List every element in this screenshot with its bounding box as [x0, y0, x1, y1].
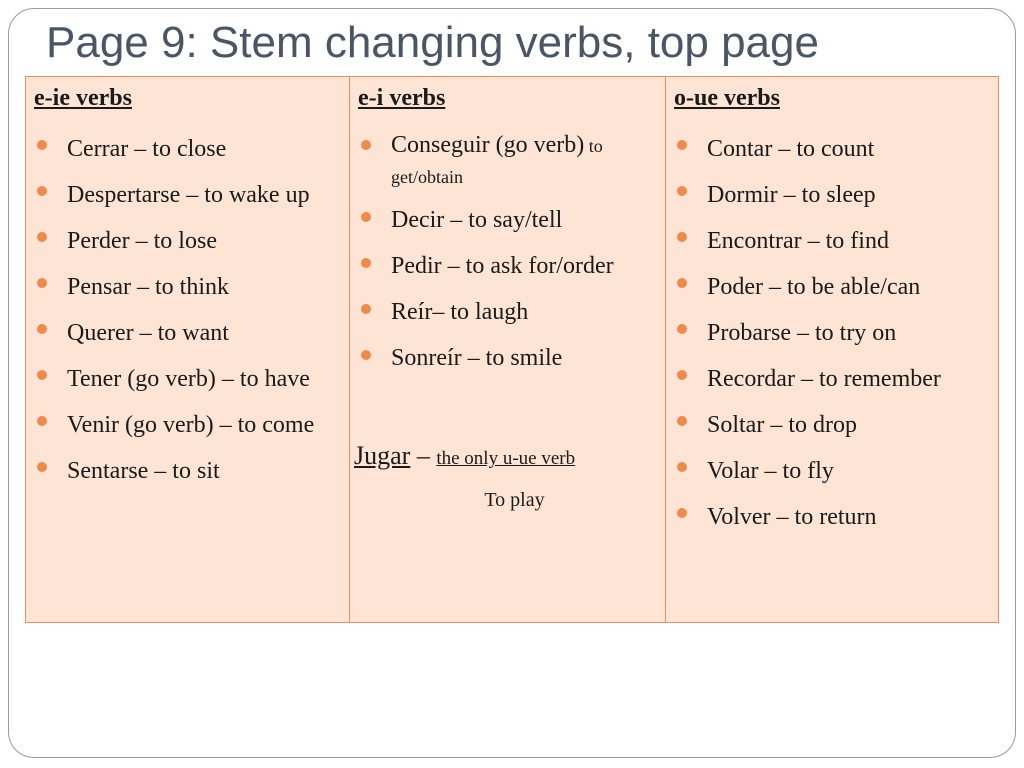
list-item: Sentarse – to sit	[26, 452, 349, 490]
verb-list-e-i	[350, 130, 665, 386]
bullet-icon	[37, 186, 47, 196]
list-item: Tener (go verb) – to have	[26, 360, 349, 398]
list-item: Pedir – to ask for/order	[350, 248, 665, 284]
bullet-icon	[677, 232, 687, 242]
bullet-icon	[37, 140, 47, 150]
verb-list-o-ue	[666, 130, 998, 544]
bullet-icon	[37, 370, 47, 380]
column-heading-e-i: e-i verbs	[358, 85, 446, 111]
jugar-description: the only u-ue verb	[436, 448, 576, 469]
list-item: Contar – to count	[666, 130, 998, 168]
bullet-icon	[677, 140, 687, 150]
bullet-icon	[37, 324, 47, 334]
list-item: Despertarse – to wake up	[26, 176, 349, 214]
column-heading-o-ue: o-ue verbs	[674, 85, 780, 111]
list-item: Soltar – to drop	[666, 406, 998, 444]
verb-table	[25, 76, 999, 623]
list-item: Volar – to fly	[666, 452, 998, 490]
bullet-icon	[361, 258, 371, 268]
jugar-word: Jugar	[354, 441, 411, 470]
bullet-icon	[677, 278, 687, 288]
bullet-icon	[677, 508, 687, 518]
list-item: Probarse – to try on	[666, 314, 998, 352]
verb-list-e-ie	[26, 130, 349, 498]
jugar-meaning: To play	[484, 489, 545, 511]
list-item: Dormir – to sleep	[666, 176, 998, 214]
bullet-icon	[37, 462, 47, 472]
list-item: Encontrar – to find	[666, 222, 998, 260]
bullet-icon	[361, 304, 371, 314]
bullet-icon	[37, 232, 47, 242]
bullet-icon	[677, 462, 687, 472]
bullet-icon	[677, 186, 687, 196]
list-item: Volver – to return	[666, 498, 998, 536]
jugar-note	[354, 441, 575, 471]
column-e-ie	[26, 77, 350, 622]
list-item: Reír– to laugh	[350, 294, 665, 330]
list-item: Querer – to want	[26, 314, 349, 352]
column-o-ue	[666, 77, 998, 622]
bullet-icon	[677, 370, 687, 380]
list-item: Recordar – to remember	[666, 360, 998, 398]
bullet-icon	[37, 278, 47, 288]
list-item: Venir (go verb) – to come	[26, 406, 349, 444]
column-heading-e-ie: e-ie verbs	[34, 85, 132, 111]
list-item: Pensar – to think	[26, 268, 349, 306]
bullet-icon	[361, 212, 371, 222]
list-item: Decir – to say/tell	[350, 202, 665, 238]
page-title: Page 9: Stem changing verbs, top page	[46, 18, 819, 67]
list-item: Sonreír – to smile	[350, 340, 665, 376]
list-item: Cerrar – to close	[26, 130, 349, 168]
bullet-icon	[677, 416, 687, 426]
list-item: Conseguir (go verb) to get/obtain	[350, 130, 665, 192]
column-e-i	[350, 77, 666, 622]
bullet-icon	[677, 324, 687, 334]
bullet-icon	[361, 350, 371, 360]
list-item: Perder – to lose	[26, 222, 349, 260]
list-item: Poder – to be able/can	[666, 268, 998, 306]
bullet-icon	[361, 140, 371, 150]
jugar-dash: –	[410, 441, 437, 470]
bullet-icon	[37, 416, 47, 426]
